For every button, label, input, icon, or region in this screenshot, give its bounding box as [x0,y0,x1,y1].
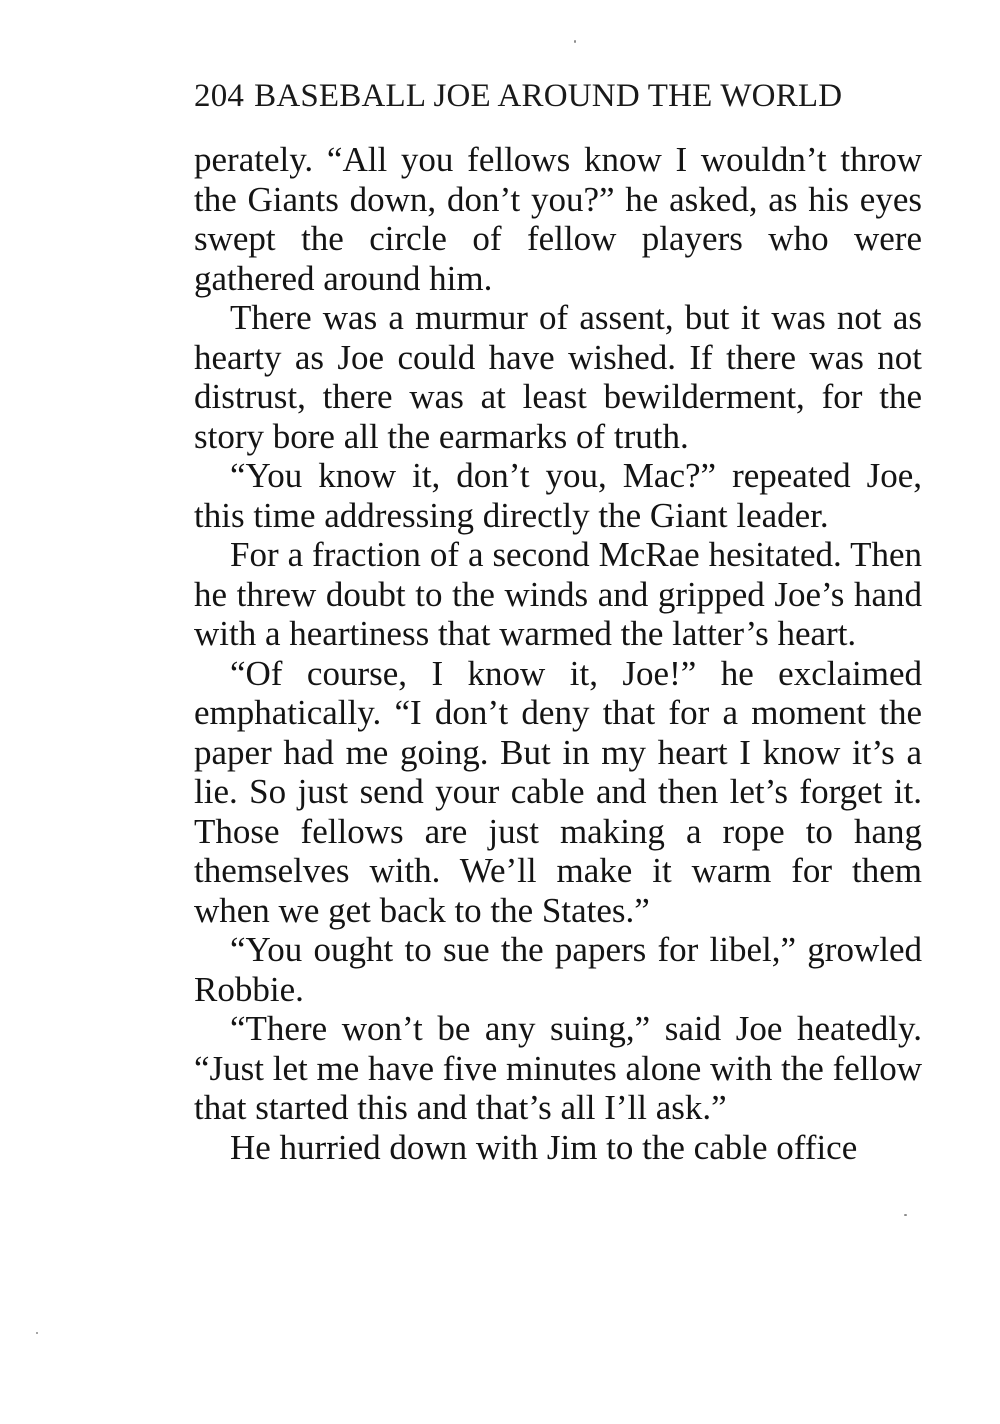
scan-speck [574,40,576,43]
body-text [194,140,922,1167]
paragraph: There was a murmur of assent, but it was not as hearty as Joe could have wished. If there was not distrust, there was at least bewilderment, for the story bore all the earmarks of truth. [194,298,922,456]
scan-speck [904,1214,907,1216]
paragraph: He hurried down with Jim to the cable office [230,1127,858,1167]
paragraph: “Of course, I know it, Joe!” he exclaimed emphatically. “I don’t deny that for a moment the paper had me going. But in my heart I know it’s a lie. So just send your cable and then let’s forget it. Those fellows are just making a rope to hang themselves with. We’ll make it warm for them when we get back to the States.” [194,653,922,930]
paragraph: “There won’t be any suing,” said Joe heatedly. “Just let me have five minutes alone with the fellow that started this and that’s all I’ll ask.” [194,1009,922,1127]
paragraph: “You know it, don’t you, Mac?” repeated Joe, this time addressing directly the Giant leader. [194,456,922,535]
running-title: BASEBALL JOE AROUND THE WORLD [254,78,843,114]
paragraph: For a fraction of a second McRae hesitated. Then he threw doubt to the winds and gripped Joe’s hand with a heartiness that warmed the latter’s heart. [194,535,922,653]
scan-speck [36,1332,38,1334]
paragraph-continuation: perately. “All you fellows know I wouldn’t throw the Giants down, don’t you?” he asked, as his eyes swept the circle of fellow players who were gathered around him. [194,140,922,298]
running-head [194,76,924,116]
page-number: 204 [194,78,245,114]
paragraph: “You ought to sue the papers for libel,” growled Robbie. [194,930,922,1009]
